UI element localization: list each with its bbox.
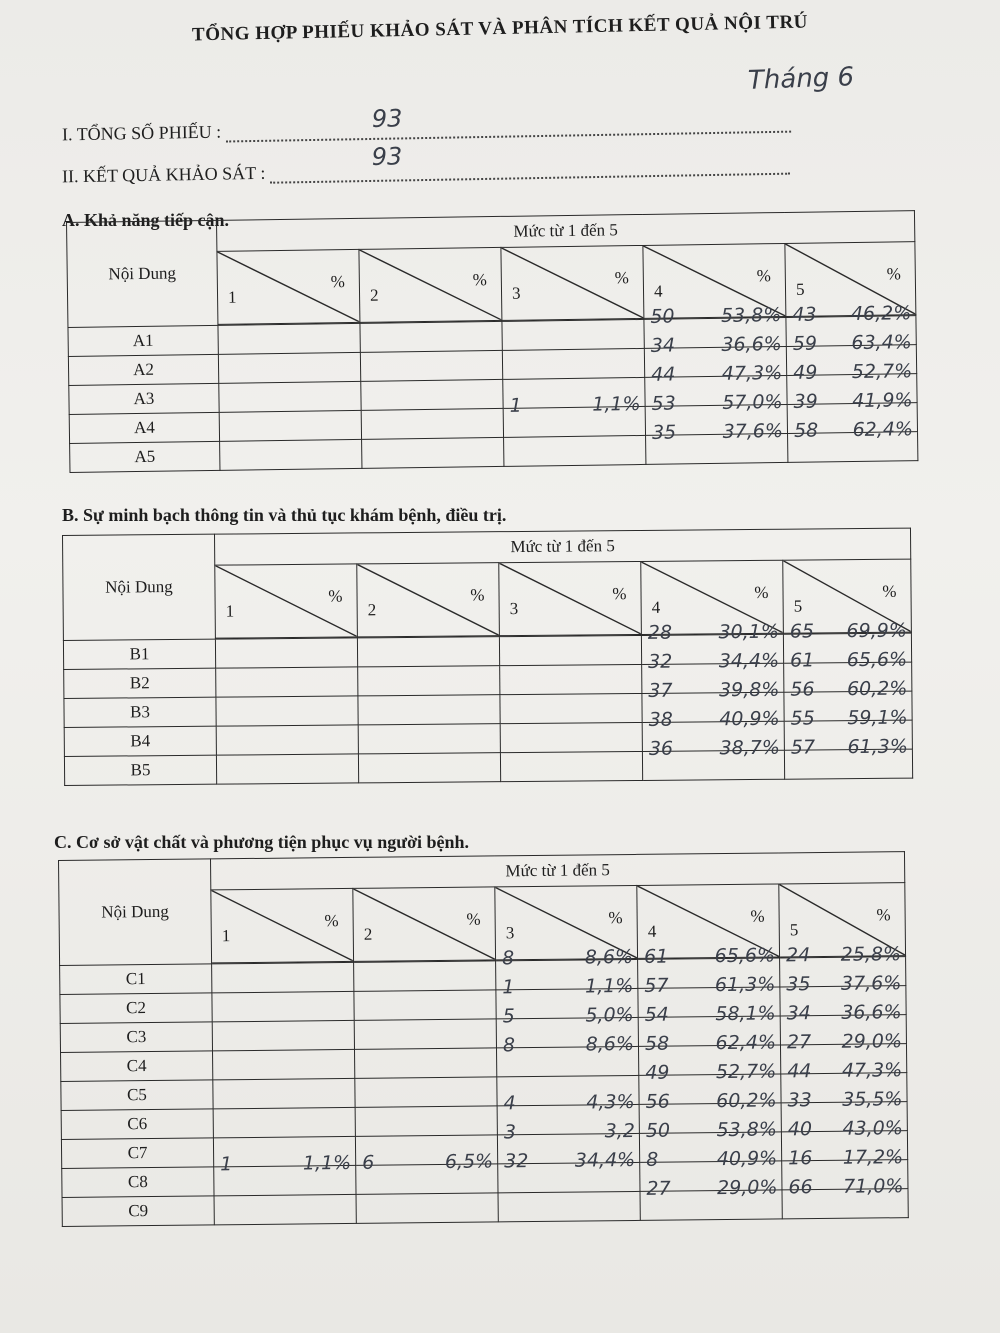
count-value: 49	[645, 1061, 670, 1084]
count-value: 44	[787, 1060, 812, 1083]
percent-sign: %	[614, 268, 629, 288]
header-noi-dung: Nội Dung	[63, 534, 216, 640]
count-value: 1	[509, 394, 522, 417]
percent-value: 43,0%	[842, 1117, 903, 1140]
percent-value: 30,1%	[718, 620, 779, 644]
count-value: 53	[651, 392, 676, 415]
percent-value: 3,2	[604, 1119, 635, 1143]
section-b-title: B. Sự minh bạch thông tin và thủ tục khám bệnh, điều trị.	[62, 505, 507, 525]
count-value: 59	[792, 332, 818, 355]
level-2-cell	[354, 990, 496, 1020]
row-label: C6	[61, 1109, 213, 1140]
level-header-3	[499, 561, 642, 635]
level-header-1	[215, 564, 358, 638]
percent-value: 62,4%	[852, 418, 914, 442]
percent-value: 1,1%	[592, 392, 641, 416]
page-title: TỔNG HỢP PHIẾU KHẢO SÁT VÀ PHÂN TÍCH KẾT QUẢ NỘI TRÚ	[191, 11, 809, 46]
percent-sign: %	[882, 581, 897, 601]
percent-value: 60,2%	[716, 1089, 777, 1113]
count-value: 36	[648, 737, 674, 760]
level-3-cell	[499, 635, 641, 665]
percent-value: 8,6%	[585, 1032, 635, 1056]
count-value: 61	[643, 945, 669, 968]
count-value: 56	[790, 678, 815, 701]
level-3-cell	[500, 751, 642, 781]
percent-value: 57,0%	[722, 391, 783, 414]
level-1-cell	[216, 667, 358, 697]
level-1-cell	[213, 1078, 355, 1108]
level-number: 3	[505, 923, 515, 943]
row-label: C8	[62, 1167, 214, 1198]
percent-value: 40,9%	[716, 1147, 778, 1171]
percent-value: 5,0%	[585, 1003, 634, 1027]
percent-value: 39,8%	[718, 678, 780, 702]
row-label: C9	[62, 1196, 214, 1227]
level-4-cell	[640, 1176, 782, 1220]
level-1-cell	[213, 1049, 355, 1079]
level-3-cell	[500, 664, 642, 694]
percent-sign: %	[608, 908, 623, 928]
level-number: 5	[793, 596, 803, 616]
level-2-cell	[358, 753, 500, 783]
count-value: 8	[502, 1034, 516, 1057]
percent-sign: %	[470, 585, 485, 605]
count-value: 65	[789, 620, 815, 643]
count-value: 35	[651, 421, 677, 444]
level-3-cell	[500, 722, 642, 752]
level-5-cell	[788, 418, 918, 463]
percent-sign: %	[328, 586, 343, 606]
level-3-cell	[496, 1032, 638, 1076]
level-3-cell	[498, 1148, 640, 1192]
percent-value: 41,9%	[852, 389, 913, 413]
percent-value: 46,2%	[850, 302, 912, 326]
row-label: A3	[69, 383, 219, 414]
result-row	[61, 142, 790, 188]
level-number: 1	[227, 287, 237, 307]
level-header-1	[217, 249, 360, 324]
level-2-cell	[354, 1019, 496, 1049]
percent-value: 34,4%	[574, 1148, 636, 1172]
level-number: 3	[509, 599, 519, 619]
percent-value: 65,6%	[846, 648, 908, 672]
level-2-cell	[361, 379, 503, 410]
row-label: C1	[60, 964, 212, 995]
level-3-cell	[498, 1191, 640, 1221]
count-value: 49	[793, 361, 818, 384]
count-value: 57	[644, 974, 669, 997]
level-2-cell	[362, 437, 504, 468]
level-number: 5	[795, 279, 805, 299]
level-number: 3	[511, 283, 521, 303]
level-1-cell	[214, 1194, 356, 1224]
level-3-cell	[504, 435, 646, 466]
percent-value: 29,0%	[716, 1176, 778, 1200]
percent-value: 60,2%	[846, 677, 908, 701]
percent-value: 1,1%	[302, 1151, 352, 1175]
row-label: C4	[61, 1051, 213, 1082]
level-2-cell	[358, 695, 500, 725]
header-levels: Mức từ 1 đến 5	[214, 528, 910, 565]
row-label: B2	[64, 668, 216, 698]
percent-value: 37,6%	[722, 420, 784, 443]
percent-sign: %	[472, 270, 487, 290]
percent-sign: %	[876, 905, 891, 925]
level-2-cell	[358, 724, 500, 754]
header-levels: Mức từ 1 đến 5	[210, 852, 904, 890]
count-value: 32	[648, 650, 673, 673]
level-1-cell	[218, 323, 360, 354]
level-1-cell	[218, 352, 360, 383]
level-1-cell	[216, 754, 358, 784]
level-2-cell	[360, 321, 502, 352]
count-value: 56	[645, 1090, 670, 1113]
level-number: 1	[221, 926, 231, 946]
percent-value: 40,9%	[719, 707, 780, 731]
row-label: B3	[64, 697, 216, 727]
level-2-cell	[355, 1106, 497, 1136]
level-1-cell	[219, 381, 361, 412]
percent-value: 29,0%	[841, 1030, 903, 1053]
level-4-cell	[646, 420, 788, 464]
level-1-cell	[214, 1151, 356, 1195]
percent-value: 52,7%	[715, 1060, 777, 1084]
percent-value: 63,4%	[851, 331, 912, 355]
row-label: C7	[61, 1138, 213, 1169]
count-value: 43	[792, 303, 817, 326]
percent-value: 61,3%	[714, 973, 776, 997]
row-label: C3	[60, 1022, 212, 1053]
count-value: 37	[648, 679, 673, 702]
percent-sign: %	[612, 584, 627, 604]
level-2-cell	[356, 1150, 498, 1194]
level-3-cell	[500, 693, 642, 723]
count-value: 58	[644, 1032, 670, 1055]
row-label: A1	[68, 325, 218, 356]
count-value: 27	[646, 1177, 671, 1200]
percent-sign: %	[756, 266, 771, 286]
count-value: 54	[644, 1003, 669, 1026]
level-number: 4	[647, 921, 657, 941]
level-2-cell	[354, 961, 496, 991]
percent-value: 61,3%	[847, 735, 908, 759]
level-1-cell	[219, 410, 361, 441]
percent-value: 25,8%	[840, 943, 902, 966]
percent-sign: %	[330, 272, 345, 292]
row-label: A5	[70, 441, 220, 472]
level-1-cell	[220, 439, 362, 470]
section-a-table	[66, 210, 918, 473]
level-header-1	[211, 888, 354, 962]
count-value: 50	[645, 1119, 671, 1142]
percent-value: 4,3%	[586, 1090, 635, 1114]
header-noi-dung: Nội Dung	[67, 220, 218, 327]
level-header-2	[353, 887, 496, 961]
level-2-cell	[356, 1193, 498, 1223]
count-value: 34	[650, 334, 676, 357]
level-2-cell	[355, 1077, 497, 1107]
level-2-cell	[354, 1048, 496, 1078]
row-label: A4	[69, 412, 219, 443]
table-row	[64, 749, 912, 785]
count-value: 28	[647, 621, 673, 644]
count-value: 44	[651, 363, 676, 386]
level-number: 2	[369, 285, 379, 305]
percent-value: 8,6%	[584, 945, 634, 969]
count-value: 38	[648, 708, 673, 731]
level-2-cell	[361, 408, 503, 439]
count-value: 16	[788, 1147, 813, 1170]
level-4-cell	[642, 736, 784, 780]
row-label: B1	[63, 639, 215, 669]
level-1-cell	[216, 696, 358, 726]
level-header-3	[501, 245, 644, 320]
percent-value: 52,7%	[851, 360, 913, 384]
section-c-table	[58, 851, 909, 1227]
total-row	[61, 104, 791, 146]
level-1-cell	[213, 1107, 355, 1137]
percent-value: 62,4%	[715, 1031, 777, 1055]
level-1-cell	[212, 1020, 354, 1050]
count-value: 33	[787, 1089, 812, 1112]
level-2-cell	[358, 666, 500, 696]
count-value: 6	[362, 1151, 375, 1174]
percent-value: 38,7%	[719, 736, 780, 760]
count-value: 40	[787, 1118, 813, 1141]
level-1-cell	[212, 991, 354, 1021]
level-1-cell	[212, 962, 354, 992]
count-value: 66	[788, 1176, 813, 1199]
row-label: B5	[64, 755, 216, 785]
count-value: 55	[790, 707, 815, 730]
count-value: 27	[786, 1031, 812, 1054]
count-value: 32	[504, 1150, 529, 1173]
count-value: 1	[220, 1153, 233, 1176]
row-label: A2	[68, 354, 218, 385]
percent-value: 47,3%	[721, 362, 783, 385]
count-value: 4	[503, 1092, 516, 1115]
count-value: 57	[790, 736, 816, 759]
level-5-cell	[782, 1175, 908, 1219]
count-value: 50	[650, 305, 675, 328]
percent-value: 17,2%	[842, 1146, 904, 1169]
percent-value: 36,6%	[721, 333, 782, 356]
row-label: C2	[60, 993, 212, 1024]
count-value: 35	[786, 973, 811, 996]
percent-value: 34,4%	[718, 649, 780, 673]
level-header-2	[359, 247, 502, 322]
count-value: 34	[786, 1002, 811, 1025]
section-b-table	[62, 528, 913, 786]
level-number: 4	[651, 597, 661, 617]
percent-value: 36,6%	[841, 1001, 902, 1024]
percent-value: 71,0%	[842, 1175, 904, 1198]
count-value: 5	[502, 1005, 515, 1028]
count-value: 39	[793, 390, 818, 413]
percent-sign: %	[466, 909, 481, 929]
percent-value: 69,9%	[846, 619, 907, 643]
count-value: 24	[785, 944, 811, 967]
percent-value: 58,1%	[715, 1002, 776, 1026]
count-value: 1	[502, 976, 515, 999]
level-3-cell	[502, 348, 644, 379]
percent-value: 53,8%	[716, 1118, 777, 1142]
level-number: 4	[653, 281, 663, 301]
level-3-cell	[503, 392, 645, 437]
row-label: C5	[61, 1080, 213, 1111]
percent-value: 65,6%	[714, 944, 776, 968]
level-number: 2	[367, 600, 377, 620]
level-2-cell	[357, 637, 499, 667]
level-2-cell	[360, 350, 502, 381]
percent-value: 37,6%	[840, 972, 902, 995]
count-value: 8	[501, 947, 515, 970]
result-value: 93	[371, 142, 403, 171]
total-value: 93	[371, 104, 403, 133]
percent-value: 6,5%	[444, 1150, 494, 1173]
section-a-title: A. Khả năng tiếp cận.	[62, 210, 230, 230]
level-header-2	[357, 563, 500, 637]
count-value: 8	[646, 1148, 659, 1171]
level-number: 2	[363, 924, 373, 944]
count-value: 61	[790, 649, 815, 672]
section-c-title: C. Cơ sở vật chất và phương tiện phục vụ người bệnh.	[54, 832, 470, 852]
percent-sign: %	[750, 906, 765, 926]
row-label: B4	[64, 726, 216, 756]
header-levels: Mức từ 1 đến 5	[216, 211, 914, 252]
month-handwritten: Tháng 6	[747, 62, 855, 96]
percent-value: 53,8%	[720, 304, 782, 327]
percent-value: 59,1%	[847, 706, 908, 730]
result-label: II. KẾT QUẢ KHẢO SÁT :	[61, 162, 266, 187]
level-number: 5	[789, 920, 799, 940]
level-1-cell	[215, 638, 357, 668]
percent-sign: %	[754, 582, 769, 602]
level-3-cell	[502, 319, 644, 350]
percent-sign: %	[886, 264, 901, 284]
percent-value: 35,5%	[842, 1088, 903, 1111]
percent-value: 47,3%	[841, 1059, 903, 1082]
percent-value: 1,1%	[584, 974, 634, 998]
total-label: I. TỔNG SỐ PHIẾU :	[61, 121, 222, 145]
level-number: 1	[225, 601, 235, 621]
level-1-cell	[216, 725, 358, 755]
count-value: 3	[503, 1121, 517, 1144]
count-value: 58	[793, 419, 819, 442]
percent-sign: %	[324, 911, 339, 931]
header-noi-dung: Nội Dung	[59, 859, 212, 966]
level-5-cell	[784, 735, 912, 779]
